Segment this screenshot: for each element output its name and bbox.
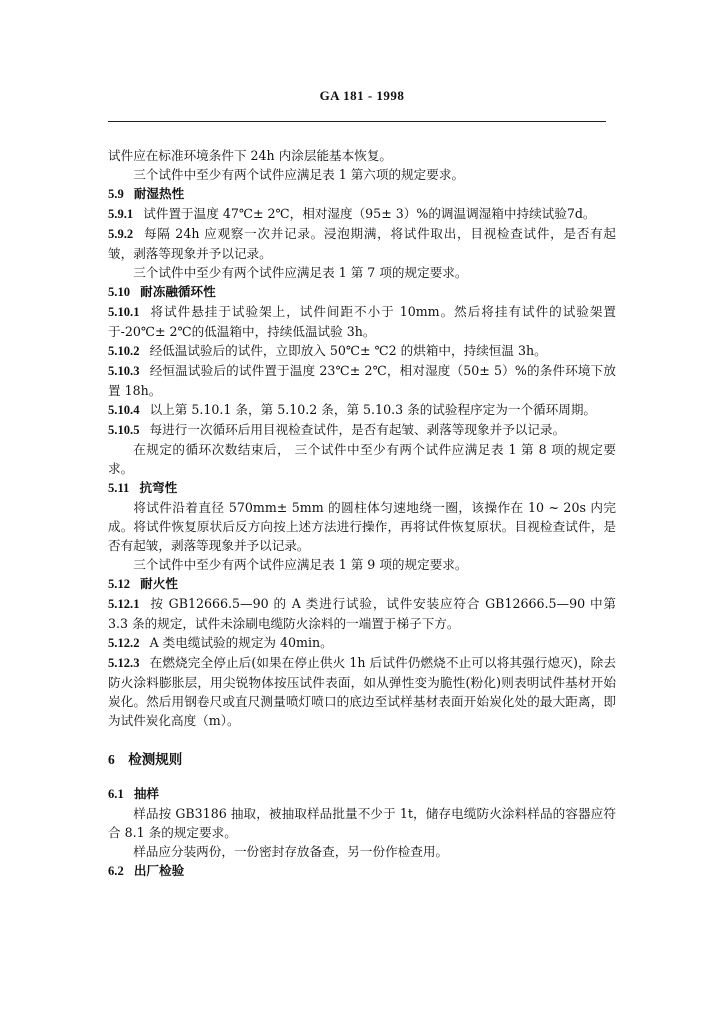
clause-number: 5.10.3: [108, 364, 140, 378]
clause-number: 5.10: [108, 285, 131, 299]
paragraph-text: 抗弯性: [139, 480, 178, 495]
paragraph: [108, 263, 616, 282]
paragraph: [108, 165, 616, 184]
paragraph: [108, 440, 616, 478]
paragraph-text: 耐火性: [140, 576, 178, 591]
section-heading: [108, 184, 616, 204]
paragraph: [108, 498, 616, 555]
paragraph: [108, 146, 616, 165]
section-heading: [108, 282, 616, 302]
document-body: [108, 146, 616, 881]
paragraph-text: 抽样: [133, 786, 160, 801]
clause: [108, 302, 616, 341]
header-rule: [108, 121, 606, 122]
section-heading: [108, 861, 616, 881]
clause-number: 5.10.1: [108, 305, 140, 319]
chapter-heading: [108, 750, 616, 770]
clause: [108, 594, 616, 633]
clause-number: 5.9.2: [108, 227, 134, 241]
paragraph-text: 检测规则: [128, 752, 183, 768]
paragraph-text: 三个试件中至少有两个试件应满足表 1 第 7 项的规定要求。: [133, 265, 468, 280]
clause-number: 6: [108, 752, 115, 767]
clause: [108, 361, 616, 400]
paragraph: [108, 842, 616, 861]
clause: [108, 400, 616, 420]
clause: [108, 633, 616, 653]
paragraph-text: 样品按 GB3186 抽取，被抽取样品批量不少于 1t，储存电缆防火涂料样品的容器应符合 8.1 条的规定要求。: [108, 806, 616, 840]
paragraph-text: 经低温试验后的试件，立即放入 50℃± ℃2 的烘箱中，持续恒温 3h。: [149, 343, 547, 358]
paragraph-text: 耐湿热性: [133, 186, 185, 201]
section-heading: [108, 478, 616, 498]
paragraph-text: 样品应分装两份，一份密封存放备查，另一份作检查用。: [133, 844, 449, 859]
paragraph-text: 按 GB12666.5—90 的 A 类进行试验，试件安装应符合 GB12666.5—90 中第 3.3 条的规定，试件未涂刷电缆防火涂料的一端置于梯子下方。: [108, 596, 616, 631]
clause-number: 5.9.1: [108, 207, 134, 221]
paragraph-text: 在规定的循环次数结束后， 三个试件中至少有两个试件应满足表 1 第 8 项的规定要求。: [108, 442, 616, 476]
clause-number: 5.10.5: [108, 423, 140, 437]
paragraph-text: 出厂检验: [133, 863, 185, 878]
paragraph-text: 将试件悬挂于试验架上，试件间距不小于 10mm。然后将挂有试件的试验架置于-20℃± 2℃的低温箱中，持续低温试验 3h。: [108, 304, 616, 339]
paragraph-text: 将试件沿着直径 570mm± 5mm 的圆柱体匀速地绕一圈，该操作在 10 ~ 20s 内完成。将试件恢复原状后反方向按上述方法进行操作，再将试件恢复原状。目视检查试件，是否有起皱，剥落等现象并予以记录。: [108, 500, 616, 553]
clause-number: 5.12: [108, 577, 131, 591]
clause-number: 5.10.4: [108, 403, 140, 417]
clause-number: 5.10.2: [108, 344, 140, 358]
clause-number: 6.2: [108, 864, 124, 878]
clause-number: 5.9: [108, 187, 124, 201]
clause: [108, 204, 616, 224]
paragraph-text: 在燃烧完全停止后(如果在停止供火 1h 后试件仍燃烧不止可以将其强行熄灭)，除去防火涂料膨胀层，用尖锐物体按压试件表面，如从弹性变为脆性(粉化)则表明试件基材开始炭化。然后用钢卷尺或直尺测量喷灯喷口的底边至试样基材表面开始炭化处的最大距离，即为试件炭化高度（m）。: [108, 655, 616, 728]
paragraph-text: 经恒温试验后的试件置于温度 23℃± 2℃，相对湿度（50± 5）%的条件环境下放置 18h。: [108, 363, 616, 398]
paragraph-text: 三个试件中至少有两个试件应满足表 1 第 9 项的规定要求。: [133, 557, 468, 572]
clause-number: 6.1: [108, 787, 124, 801]
clause-number: 5.12.1: [108, 597, 140, 611]
clause-number: 5.11: [108, 481, 130, 495]
paragraph-text: 每进行一次循环后用目视检查试件，是否有起皱、剥落等现象并予以记录。: [149, 422, 566, 437]
section-heading: [108, 574, 616, 594]
paragraph: [108, 555, 616, 574]
paragraph-text: 以上第 5.10.1 条，第 5.10.2 条，第 5.10.3 条的试验程序定为一个循环周期。: [149, 402, 597, 417]
clause: [108, 341, 616, 361]
paragraph-text: 每隔 24h 应观察一次并记录。浸泡期满，将试件取出，目视检查试件，是否有起皱，剥落等现象并予以记录。: [108, 226, 616, 261]
paragraph-text: 三个试件中至少有两个试件应满足表 1 第六项的规定要求。: [133, 167, 465, 182]
paragraph: [108, 804, 616, 842]
clause: [108, 420, 616, 440]
clause: [108, 653, 616, 730]
document-code: GA 181 - 1998: [319, 88, 405, 103]
clause-number: 5.12.2: [108, 636, 140, 650]
clause-number: 5.12.3: [108, 656, 140, 670]
paragraph-text: 试件应在标准环境条件下 24h 内涂层能基本恢复。: [108, 148, 393, 163]
paragraph-text: A 类电缆试验的规定为 40min。: [149, 635, 333, 650]
paragraph-text: 试件置于温度 47℃± 2℃，相对湿度（95± 3）%的调温调湿箱中持续试验7d。: [143, 206, 596, 221]
section-heading: [108, 784, 616, 804]
paragraph-text: 耐冻融循环性: [140, 284, 216, 299]
clause: [108, 224, 616, 263]
